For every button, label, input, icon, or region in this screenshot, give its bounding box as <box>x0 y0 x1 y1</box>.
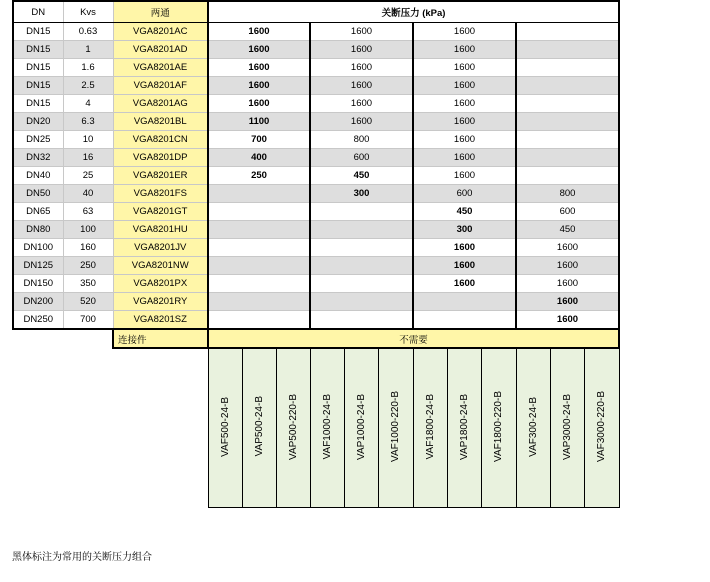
dn-cell: DN15 <box>13 23 63 41</box>
pressure-cell: 300 <box>413 221 516 239</box>
pressure-cell: 1600 <box>516 275 619 293</box>
pressure-cell: 700 <box>208 131 310 149</box>
pressure-cell <box>516 59 619 77</box>
pressure-cell <box>208 293 310 311</box>
kvs-cell: 1.6 <box>63 59 113 77</box>
model-cell: VGA8201AD <box>113 41 208 59</box>
dn-cell: DN50 <box>13 185 63 203</box>
pressure-cell <box>516 113 619 131</box>
actuator-model-cell <box>276 348 310 508</box>
model-cell: VGA8201HU <box>113 221 208 239</box>
actuator-model-cell <box>413 348 447 508</box>
dn-cell: DN80 <box>13 221 63 239</box>
pressure-cell: 1600 <box>208 77 310 95</box>
header-two-way: 两通 <box>113 1 208 23</box>
header-row <box>13 1 619 23</box>
kvs-cell: 350 <box>63 275 113 293</box>
table-row <box>13 59 619 77</box>
pressure-cell: 1600 <box>310 77 413 95</box>
pressure-cell <box>516 149 619 167</box>
pressure-cell: 1600 <box>516 311 619 330</box>
pressure-cell: 600 <box>310 149 413 167</box>
table-row <box>13 23 619 41</box>
empty-cell <box>13 329 113 348</box>
kvs-cell: 4 <box>63 95 113 113</box>
table-row <box>13 203 619 221</box>
pressure-cell <box>310 275 413 293</box>
dn-cell: DN125 <box>13 257 63 275</box>
pressure-cell: 1600 <box>310 95 413 113</box>
footnote: 黑体标注为常用的关断压力组合 <box>12 552 152 563</box>
pressure-cell: 1600 <box>413 275 516 293</box>
actuator-model-label: VAP1800-24-B <box>458 393 470 460</box>
pressure-cell: 300 <box>310 185 413 203</box>
dn-cell: DN25 <box>13 131 63 149</box>
pressure-cell: 600 <box>516 203 619 221</box>
pressure-cell <box>310 239 413 257</box>
actuator-model-cell <box>344 348 378 508</box>
table-row <box>13 149 619 167</box>
kvs-cell: 40 <box>63 185 113 203</box>
model-cell: VGA8201DP <box>113 149 208 167</box>
pressure-cell: 1600 <box>413 59 516 77</box>
model-cell: VGA8201FS <box>113 185 208 203</box>
pressure-cell: 1100 <box>208 113 310 131</box>
kvs-cell: 520 <box>63 293 113 311</box>
kvs-cell: 63 <box>63 203 113 221</box>
table-row <box>13 275 619 293</box>
pressure-cell: 1600 <box>413 149 516 167</box>
connector-label: 连接件 <box>113 329 208 348</box>
table-row <box>13 77 619 95</box>
model-cell: VGA8201AC <box>113 23 208 41</box>
pressure-cell: 450 <box>516 221 619 239</box>
pressure-cell <box>413 311 516 330</box>
actuator-model-cell <box>516 348 550 508</box>
pressure-cell: 600 <box>413 185 516 203</box>
actuator-model-cell <box>208 348 242 508</box>
pressure-cell: 1600 <box>413 239 516 257</box>
dn-cell: DN15 <box>13 59 63 77</box>
kvs-cell: 700 <box>63 311 113 330</box>
table-row <box>13 221 619 239</box>
dn-cell: DN15 <box>13 95 63 113</box>
table-row <box>13 167 619 185</box>
dn-cell: DN40 <box>13 167 63 185</box>
table-row <box>13 41 619 59</box>
actuator-model-label: VAP500-220-B <box>287 393 299 460</box>
dn-cell: DN100 <box>13 239 63 257</box>
pressure-cell: 1600 <box>413 23 516 41</box>
model-cell: VGA8201BL <box>113 113 208 131</box>
pressure-cell <box>310 203 413 221</box>
actuator-model-label: VAF3000-220-B <box>596 391 607 462</box>
kvs-cell: 25 <box>63 167 113 185</box>
dn-cell: DN250 <box>13 311 63 330</box>
actuator-model-cell <box>242 348 276 508</box>
model-cell: VGA8201AE <box>113 59 208 77</box>
model-cell: VGA8201ER <box>113 167 208 185</box>
pressure-cell: 1600 <box>310 23 413 41</box>
actuator-row <box>13 348 619 508</box>
kvs-cell: 100 <box>63 221 113 239</box>
actuator-model-label: VAF500-24-B <box>219 396 231 457</box>
actuator-model-label: VAF1000-24-B <box>321 393 333 460</box>
actuator-model-label: VAP500-24-B <box>253 396 265 457</box>
pressure-cell: 1600 <box>413 257 516 275</box>
header-dn: DN <box>13 1 63 23</box>
pressure-cell: 1600 <box>208 41 310 59</box>
pressure-cell: 1600 <box>516 293 619 311</box>
kvs-cell: 0.63 <box>63 23 113 41</box>
pressure-cell: 1600 <box>208 95 310 113</box>
table-row <box>13 311 619 330</box>
pressure-cell <box>310 221 413 239</box>
dn-cell: DN65 <box>13 203 63 221</box>
kvs-cell: 250 <box>63 257 113 275</box>
connector-row <box>13 329 619 348</box>
pressure-cell <box>310 293 413 311</box>
actuator-model-cell <box>550 348 584 508</box>
actuator-model-label: VAF1800-220-B <box>493 391 504 462</box>
actuator-model-cell <box>447 348 481 508</box>
dn-cell: DN20 <box>13 113 63 131</box>
pressure-cell: 1600 <box>310 113 413 131</box>
pressure-cell: 1600 <box>516 257 619 275</box>
pressure-cell <box>208 221 310 239</box>
model-cell: VGA8201RY <box>113 293 208 311</box>
dn-cell: DN200 <box>13 293 63 311</box>
pressure-cell: 1600 <box>208 23 310 41</box>
model-cell: VGA8201PX <box>113 275 208 293</box>
actuator-model-label: VAP3000-24-B <box>561 393 573 460</box>
pressure-cell: 1600 <box>413 113 516 131</box>
table-row <box>13 257 619 275</box>
model-cell: VGA8201NW <box>113 257 208 275</box>
kvs-cell: 16 <box>63 149 113 167</box>
empty-cell <box>13 348 208 508</box>
model-cell: VGA8201SZ <box>113 311 208 330</box>
pressure-cell: 1600 <box>413 41 516 59</box>
pressure-cell: 450 <box>413 203 516 221</box>
pressure-cell: 1600 <box>413 167 516 185</box>
connector-value: 不需要 <box>208 329 619 348</box>
actuator-model-cell <box>584 348 619 508</box>
pressure-cell <box>310 311 413 330</box>
table-row <box>13 95 619 113</box>
pressure-cell: 450 <box>310 167 413 185</box>
pressure-cell <box>208 275 310 293</box>
actuator-model-cell <box>378 348 413 508</box>
actuator-model-cell <box>310 348 344 508</box>
dn-cell: DN150 <box>13 275 63 293</box>
pressure-cell: 1600 <box>413 95 516 113</box>
pressure-cell: 1600 <box>310 59 413 77</box>
model-cell: VGA8201GT <box>113 203 208 221</box>
model-cell: VGA8201AG <box>113 95 208 113</box>
pressure-cell <box>208 311 310 330</box>
actuator-model-label: VAF1800-24-B <box>424 393 436 460</box>
pressure-cell <box>516 23 619 41</box>
pressure-table-sheet <box>12 0 620 508</box>
actuator-model-label: VAP1000-24-B <box>355 393 367 460</box>
dn-cell: DN15 <box>13 77 63 95</box>
pressure-cell <box>516 41 619 59</box>
header-kvs: Kvs <box>63 1 113 23</box>
actuator-model-label: VAF1000-220-B <box>390 391 401 462</box>
model-cell: VGA8201JV <box>113 239 208 257</box>
kvs-cell: 6.3 <box>63 113 113 131</box>
pressure-cell: 1600 <box>516 239 619 257</box>
pressure-cell: 1600 <box>310 41 413 59</box>
table-row <box>13 131 619 149</box>
pressure-cell <box>208 257 310 275</box>
model-cell: VGA8201CN <box>113 131 208 149</box>
table-row <box>13 185 619 203</box>
actuator-model-label: VAF300-24-B <box>527 396 539 457</box>
pressure-cell <box>208 185 310 203</box>
pressure-cell <box>516 95 619 113</box>
table-row <box>13 239 619 257</box>
pressure-cell: 400 <box>208 149 310 167</box>
pressure-cell <box>516 77 619 95</box>
pressure-cell <box>208 203 310 221</box>
pressure-cell <box>516 131 619 149</box>
kvs-cell: 10 <box>63 131 113 149</box>
table-row <box>13 293 619 311</box>
kvs-cell: 1 <box>63 41 113 59</box>
header-close-off-pressure: 关断压力 (kPa) <box>208 1 619 23</box>
pressure-cell: 1600 <box>413 77 516 95</box>
pressure-cell <box>516 167 619 185</box>
pressure-cell <box>310 257 413 275</box>
table-row <box>13 113 619 131</box>
kvs-cell: 2.5 <box>63 77 113 95</box>
dn-cell: DN32 <box>13 149 63 167</box>
pressure-cell: 800 <box>516 185 619 203</box>
pressure-table <box>12 0 620 508</box>
model-cell: VGA8201AF <box>113 77 208 95</box>
actuator-model-cell <box>481 348 516 508</box>
pressure-cell: 1600 <box>413 131 516 149</box>
kvs-cell: 160 <box>63 239 113 257</box>
pressure-cell <box>413 293 516 311</box>
pressure-cell <box>208 239 310 257</box>
pressure-cell: 250 <box>208 167 310 185</box>
pressure-cell: 1600 <box>208 59 310 77</box>
pressure-cell: 800 <box>310 131 413 149</box>
dn-cell: DN15 <box>13 41 63 59</box>
